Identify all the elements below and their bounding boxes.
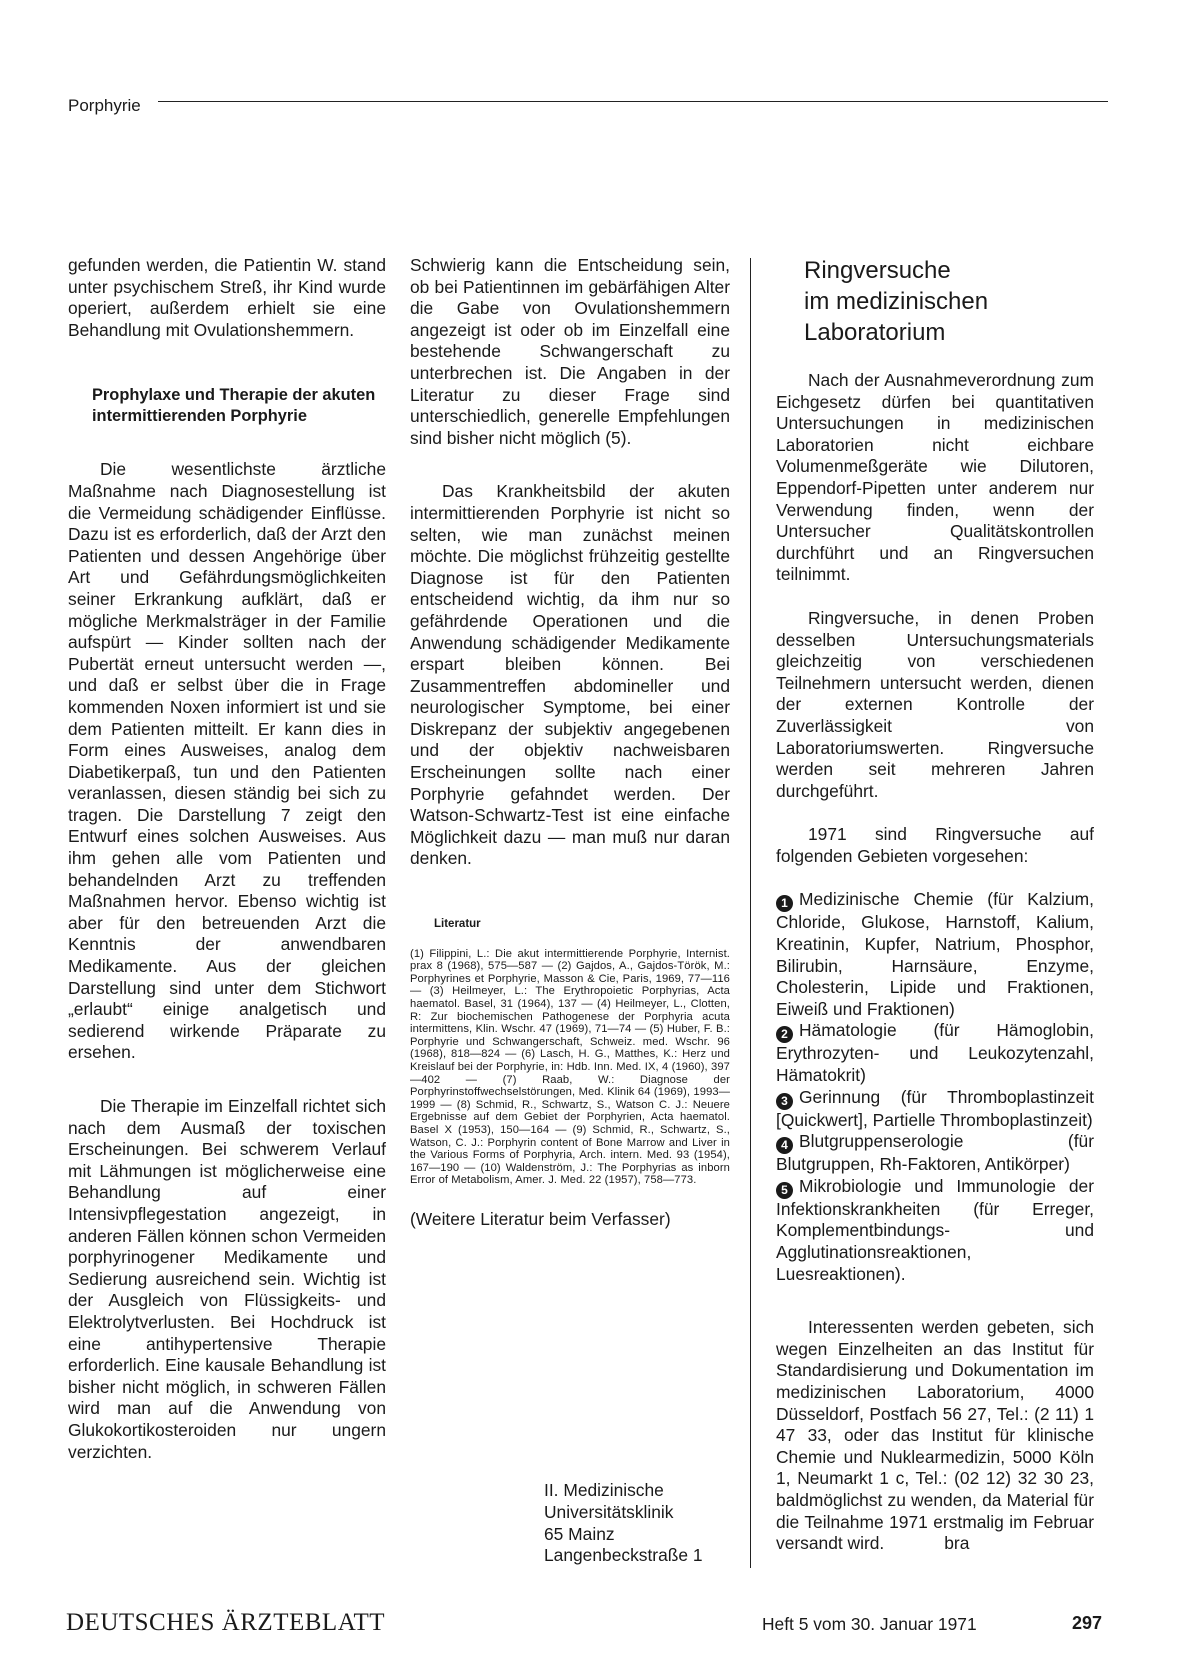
col3-paragraph-3: 1971 sind Ringversuche auf folgenden Gebieten vorgesehen: xyxy=(776,824,1094,866)
author-address xyxy=(544,1480,703,1567)
header-rule xyxy=(158,101,1108,102)
col1-paragraph-1: gefunden werden, die Patientin W. stand unter psychischem Streß, ihr Kind wurde operiert, außerdem erhielt sie eine Behandlung mit Ovulationshemmern. xyxy=(68,255,386,340)
running-title: Porphyrie xyxy=(68,96,141,115)
author-initials: bra xyxy=(944,1533,970,1554)
number-bullet-icon: 4 xyxy=(776,1137,793,1154)
col3-paragraph-4-text: Interessenten werden gebeten, sich wegen Einzelheiten an das Institut für Standardisierung und Dokumentation im medizinischen Laboratorium, 4000 Düsseldorf, Postfach 56 27, Tel.: (2 11) 1 47 33, oder das Institut für klinische Chemie und Nuklearmedizin, 5000 Köln 1, Neumarkt 1 c, Tel.: (02 12) 32 30 23, baldmöglichst zu wenden, da Material für die Teilnahme 1971 erstmalig im Februar versandt wird. xyxy=(776,1317,1094,1554)
col1-paragraph-3: Die Therapie im Einzelfall richtet sich nach dem Ausmaß der toxischen Erscheinungen. Bei schwerem Verlauf mit Lähmungen ist möglicherweise eine Behandlung auf einer Intensivpflegestation angezeigt, in anderen Fällen können schon Vermeiden porphyrinogener Medikamente und Sedierung ausreichend sein. Wichtig ist der Ausgleich von Flüssigkeits- und Elektrolytverlusten. Bei Hochdruck ist eine antihypertensive Therapie erforderlich. Eine kausale Behandlung ist bisher nicht möglich, in schweren Fällen wird man auf die Anwendung von Glukokortikosteroiden nur ungern verzichten. xyxy=(68,1096,386,1462)
further-literature-note: (Weitere Literatur beim Verfasser) xyxy=(410,1208,671,1229)
list-item xyxy=(776,1020,1094,1086)
column-divider xyxy=(750,258,751,1568)
list-item xyxy=(776,1087,1094,1132)
list-item-text: Blutgruppenserologie (für Blutgruppen, Rh-Faktoren, Antikörper) xyxy=(776,1131,1094,1175)
page-number: 297 xyxy=(1072,1613,1103,1633)
col3-paragraph-4 xyxy=(776,1317,1094,1555)
list-item xyxy=(776,889,1094,1020)
number-bullet-icon: 2 xyxy=(776,1026,793,1043)
column-1 xyxy=(68,255,386,1463)
references-list: (1) Filippini, L.: Die akut intermittierende Porphyrie, Internist. prax 8 (1968), 575—587 — (2) Gajdos, A., Gajdos-Török, M.: Porphyrines et Porphyrie, Masson & Cie, Paris, 1969, 77—116 — (3) Heilmeyer, L.: The Erythropoietic Porphyrias, Acta haematol. Basel, 31 (1964), 137 — (4) Heilmeyer, L., Clotten, R: Zur biochemischen Pathogenese der Porphyria acuta intermittens, Klin. Wschr. 47 (1969), 71—74 — (5) Huber, F. B.: Porphyrie und Schwangerschaft, Schweiz. med. Wschr. 96 (1968), 818—824 — (6) Lasch, H. G., Matthes, K.: Herz und Kreislauf bei der Porphyrie, in: Hdb. Inn. Med. IX, 4 (1960), 397—402 — (7) Raab, W.: Diagnose der Porphyrinstoffwechselstörungen, Med. Klinik 64 (1969), 1993—1999 — (8) Schmid, R., Schwartz, S., Watson C. J.: Neuere Ergebnisse auf dem Gebiet der Porphyrien, Acta haematol. Basel X (1953), 150—164 — (9) Schmid, R., Schwartz, S., Watson, C. J.: Porphyrin content of Bone Marrow and Liver in the Various Forms of Porphyria, Arch. intern. Med. 93 (1954), 167—190 — (10) Waldenström, J.: The Porphyrias as inborn Error of Metabolism, Amer. J. Med. 22 (1957), 758—773. xyxy=(410,947,730,1187)
col2-paragraph-1: Schwierig kann die Entscheidung sein, ob bei Patientinnen im gebärfähigen Alter die Gabe von Ovulationshemmern angezeigt ist oder ob im Einzelfall eine bestehende Schwangerschaft zu unterbrechen ist. Die Angaben in der Literatur zu dieser Frage sind unterschiedlich, generelle Empfehlungen sind bisher nicht möglich (5). xyxy=(410,255,730,448)
address-line: II. Medizinische xyxy=(544,1480,664,1500)
list-item-text: Hämatologie (für Hämoglobin, Erythrozyten- und Leukozytenzahl, Hämatokrit) xyxy=(776,1020,1094,1086)
list-item-text: Mikrobiologie und Immunologie der Infektionskrankheiten (für Erreger, Komplementbindungs- und Agglutinationsreaktionen, Luesreaktionen). xyxy=(776,1175,1094,1284)
list-item xyxy=(776,1131,1094,1176)
number-bullet-icon: 3 xyxy=(776,1093,793,1110)
box-title xyxy=(776,255,1094,348)
number-bullet-icon: 1 xyxy=(776,895,793,912)
references-heading: Literatur xyxy=(434,918,481,931)
box-title-line: im medizinischen xyxy=(804,288,989,315)
address-line: Universitätsklinik xyxy=(544,1501,674,1522)
address-line: Langenbeckstraße 1 xyxy=(544,1545,703,1566)
list-item xyxy=(776,1176,1094,1285)
list-item-text: Medizinische Chemie (für Kalzium, Chloride, Glukose, Harnstoff, Kalium, Kreatinin, Kupfer, Natrium, Phosphor, Bilirubin, Harnsäure, Enzyme, Cholesterin, Lipide und Fraktionen, Eiweiß und Fraktionen) xyxy=(776,889,1094,1019)
column-3 xyxy=(776,255,1094,1555)
box-title-line: Laboratorium xyxy=(804,319,946,346)
address-line: 65 Mainz xyxy=(544,1523,615,1544)
list-item-text: Gerinnung (für Thromboplastinzeit [Quickwert], Partielle Thromboplastinzeit) xyxy=(776,1086,1094,1130)
col3-paragraph-1: Nach der Ausnahmeverordnung zum Eichgesetz dürfen bei quantitativen Untersuchungen in medizinischen Laboratorien nicht eichbare Volumenmeßgeräte wie Dilutoren, Eppendorf-Pipetten unter anderem nur Verwendung finden, wenn der Untersucher Qualitätskontrollen durchführt und an Ringversuchen teilnimmt. xyxy=(776,370,1094,585)
col2-paragraph-2: Das Krankheitsbild der akuten intermittierenden Porphyrie ist nicht so selten, wie man zunächst meinen möchte. Die möglichst frühzeitig gestellte Diagnose ist für den Patienten entscheidend wichtig, da ihm nur so gefährdende Operationen und die Anwendung schädigender Medikamente erspart bleiben können. Bei Zusammentreffen abdomineller und neurologischer Symptome, bei einer Diskrepanz der subjektiv angegebenen und der objektiv nachweisbaren Erscheinungen sollte nach einer Porphyrie gefahndet werden. Der Watson-Schwartz-Test ist eine einfache Möglichkeit dazu — man muß nur daran denken. xyxy=(410,481,730,869)
col3-paragraph-2: Ringversuche, in denen Proben desselben Untersuchungsmaterials gleichzeitig von verschiedenen Teilnehmern untersucht werden, dienen der externen Kontrolle der Zuverlässigkeit von Laboratoriumswerten. Ringversuche werden seit mehreren Jahren durchgeführt. xyxy=(776,607,1094,801)
number-bullet-icon: 5 xyxy=(776,1182,793,1199)
issue-info: Heft 5 vom 30. Januar 1971 xyxy=(762,1614,977,1634)
box-title-line: Ringversuche xyxy=(804,257,951,284)
column-2 xyxy=(410,255,730,1231)
journal-name: DEUTSCHES ÄRZTEBLATT xyxy=(66,1609,386,1636)
col1-paragraph-2: Die wesentlichste ärztliche Maßnahme nach Diagnosestellung ist die Vermeidung schädigender Einflüsse. Dazu ist es erforderlich, daß der Arzt den Patienten und dessen Angehörige über Art und Gefährdungsmöglichkeiten seiner Erkrankung aufklärt, daß er mögliche Merkmalsträger in der Familie aufspürt — Kinder sollten nach der Pubertät erneut untersucht werden —, und daß er selbst über die in Frage kommenden Noxen informiert ist und sie dem Patienten mitteilt. Er kann dies in Form eines Ausweises, analog dem Diabetikerpaß, tun und den Patienten veranlassen, diesen ständig bei sich zu tragen. Die Darstellung 7 zeigt den Entwurf eines solchen Ausweises. Aus ihm gehen alle vom Patienten und behandelnden Arzt zu treffenden Maßnahmen hervor. Ebenso wichtig ist aber für den betreuenden Arzt die Kenntnis der anwendbaren Medikamente. Aus der gleichen Darstellung sind unter dem Stichwort „erlaubt“ einige analgetisch und sedierend wirkende Präparate zu ersehen. xyxy=(68,459,386,1063)
section-subheading: Prophylaxe und Therapie der akuten intermittierenden Porphyrie xyxy=(92,386,376,426)
